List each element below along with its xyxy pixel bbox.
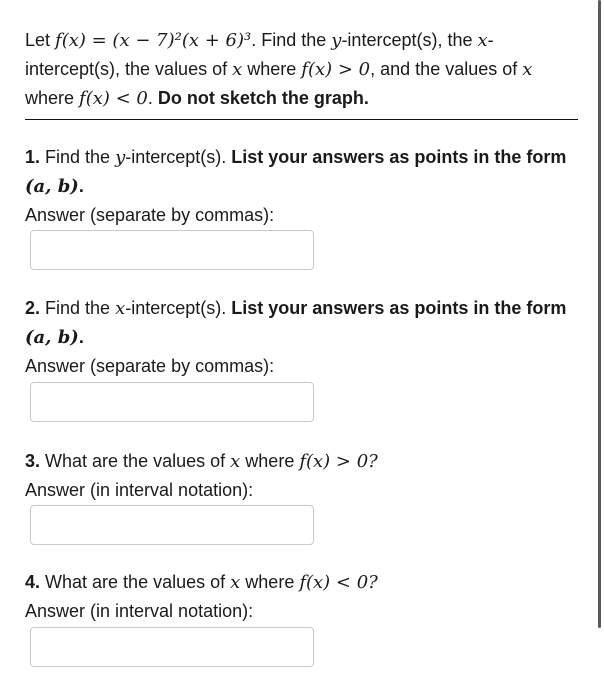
y-variable: y xyxy=(115,147,126,168)
function-definition: f(x) = (x − 7)²(x + 6)³ xyxy=(55,30,252,51)
negative-condition: f(x) < 0? xyxy=(299,572,378,593)
negative-interval-answer-input[interactable] xyxy=(30,627,314,667)
intro-text: , and the values of xyxy=(370,59,523,79)
point-form: (a, b) xyxy=(25,327,79,348)
question-number: 2. xyxy=(25,298,41,318)
question-text: -intercept(s). xyxy=(125,147,227,167)
instruction: Do not sketch the graph. xyxy=(157,88,369,108)
positive-interval-answer-input[interactable] xyxy=(30,505,314,545)
question-text: -intercept(s). xyxy=(125,298,227,318)
question-text: where xyxy=(240,572,300,592)
question-4 xyxy=(25,568,580,626)
x-variable: x xyxy=(230,451,241,472)
y-variable: y xyxy=(331,30,342,51)
x-variable: x xyxy=(477,30,488,51)
period: . xyxy=(78,327,84,347)
intro-text: . Find the xyxy=(251,30,332,50)
divider xyxy=(25,119,578,120)
intro-text: -intercept(s), the values of xyxy=(25,30,494,79)
point-form: (a, b) xyxy=(25,176,79,197)
intro-text: where xyxy=(242,59,302,79)
x-intercept-answer-input[interactable] xyxy=(30,382,314,422)
x-variable: x xyxy=(230,572,241,593)
question-2 xyxy=(25,294,580,381)
answer-label: Answer (separate by commas): xyxy=(25,205,275,225)
question-3 xyxy=(25,447,580,505)
answer-label: Answer (in interval notation): xyxy=(25,480,254,500)
question-text: Find the xyxy=(45,298,116,318)
positive-condition: f(x) > 0 xyxy=(301,59,371,80)
x-variable: x xyxy=(232,59,243,80)
x-variable: x xyxy=(522,59,533,80)
negative-condition: f(x) < 0 xyxy=(79,88,148,109)
question-number: 1. xyxy=(25,147,41,167)
answer-label: Answer (in interval notation): xyxy=(25,601,254,621)
question-text: Find the xyxy=(45,147,116,167)
question-text: What are the values of xyxy=(45,572,231,592)
intro-text: . xyxy=(147,88,153,108)
x-variable: x xyxy=(115,298,126,319)
problem-statement xyxy=(25,26,575,113)
question-text: What are the values of xyxy=(45,451,231,471)
page-scrollbar[interactable] xyxy=(598,0,601,628)
period: . xyxy=(78,176,84,196)
answer-label: Answer (separate by commas): xyxy=(25,356,275,376)
positive-condition: f(x) > 0? xyxy=(299,451,378,472)
question-1 xyxy=(25,143,580,230)
let-word: Let xyxy=(25,30,51,50)
question-text: where xyxy=(240,451,300,471)
y-intercept-answer-input[interactable] xyxy=(30,230,314,270)
question-number: 3. xyxy=(25,451,41,471)
intro-text: -intercept(s), the xyxy=(341,30,478,50)
intro-text: where xyxy=(25,88,80,108)
question-number: 4. xyxy=(25,572,41,592)
question-instruction: List your answers as points in the form xyxy=(231,147,567,167)
question-instruction: List your answers as points in the form xyxy=(231,298,567,318)
